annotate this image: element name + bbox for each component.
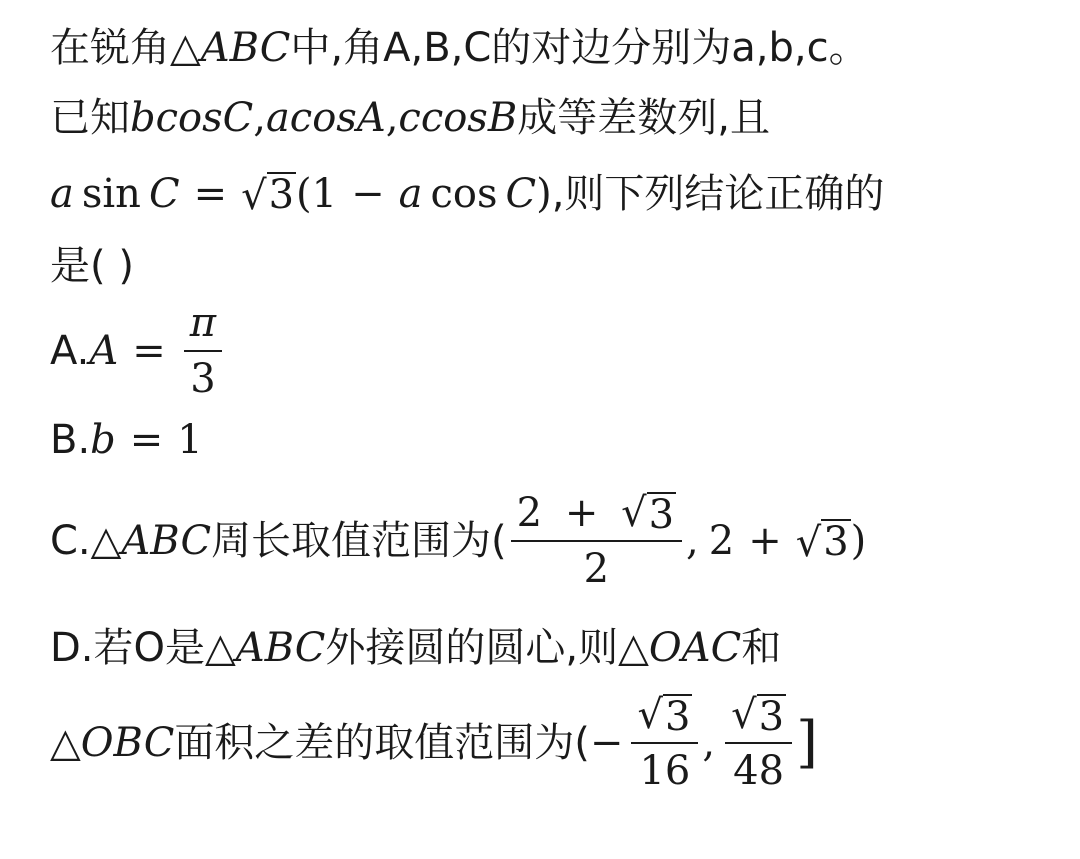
minus-sign: −	[589, 720, 624, 766]
radicand: 3	[664, 694, 691, 740]
numerator: π	[189, 300, 217, 346]
term-bcosC: bcosC	[130, 95, 254, 141]
comma: ,	[385, 95, 399, 141]
numerator-two: 2	[516, 490, 543, 536]
fraction-pi-over-3	[184, 300, 222, 402]
option-text: 面积之差的取值范围为(	[174, 720, 590, 766]
var-A: A	[89, 328, 119, 374]
triangle-symbol: △	[170, 25, 201, 71]
triangle-symbol: △	[90, 518, 122, 564]
radicand: 3	[648, 492, 675, 538]
comma: ,	[253, 95, 266, 141]
sqrt-three	[795, 519, 851, 566]
question-text: 已知	[50, 95, 130, 141]
denominator: 16	[639, 748, 691, 794]
plus-sign: +	[748, 518, 782, 564]
term-ccosB: ccosB	[398, 95, 518, 141]
sqrt-three	[621, 490, 676, 536]
bracket-close: ]	[796, 710, 818, 775]
triangle-abc: ABC	[235, 625, 326, 671]
radical-sign: √	[621, 490, 647, 536]
numerator	[511, 490, 682, 536]
sqrt-three	[725, 692, 792, 738]
var-a: a	[50, 171, 74, 217]
radicand: 3	[758, 694, 785, 740]
question-text: 中,角A,B,C的对边分别为a,b,c。	[290, 25, 869, 71]
paren-close: )	[850, 518, 867, 564]
option-c	[50, 490, 866, 592]
paren-close: )	[536, 171, 552, 217]
denominator: 3	[190, 356, 216, 402]
comma: ,	[702, 720, 716, 766]
var-C: C	[148, 171, 180, 217]
radical-sign: √	[731, 692, 757, 738]
radicand: 3	[823, 519, 849, 565]
sqrt-three	[241, 172, 296, 219]
sqrt-three	[631, 692, 698, 738]
radical-sign: √	[637, 692, 663, 738]
radical-sign: √	[241, 173, 267, 219]
option-text: 若O是	[93, 625, 205, 671]
fraction-bar	[631, 742, 698, 744]
term-acosA: acosA	[265, 95, 386, 141]
option-d-continued	[50, 692, 818, 794]
option-text: 周长取值范围为(	[211, 518, 507, 564]
option-label: D.	[50, 625, 94, 671]
denominator: 48	[733, 748, 785, 794]
question-line-1	[50, 25, 869, 71]
cos-function: cos	[430, 171, 498, 217]
triangle-oac: OAC	[648, 625, 742, 671]
triangle-obc: OBC	[80, 720, 175, 766]
var-b: b	[90, 417, 116, 463]
equals-sign: =	[132, 328, 166, 374]
plus-sign: +	[564, 490, 599, 536]
triangle-abc: ABC	[121, 518, 212, 564]
triangle-abc: ABC	[200, 25, 291, 71]
fraction-lower-bound	[511, 490, 682, 592]
paren-open-one: (1	[296, 171, 338, 217]
option-b	[50, 417, 203, 463]
comma: ,	[686, 518, 699, 564]
var-C: C	[505, 171, 537, 217]
radical-sign: √	[795, 520, 822, 566]
equals-sign: =	[129, 417, 164, 463]
question-line-4	[50, 243, 134, 289]
fraction-upper-bound	[725, 692, 792, 794]
option-label: A.	[50, 328, 90, 374]
question-text: 在锐角	[50, 25, 170, 71]
option-text: 外接圆的圆心,则	[325, 625, 619, 671]
fraction-bar	[725, 742, 792, 744]
fraction-lower-bound	[631, 692, 698, 794]
question-text: 成等差数列,且	[517, 95, 770, 141]
question-text: 是( )	[50, 243, 134, 289]
fraction-bar	[511, 540, 682, 542]
question-line-3	[50, 171, 885, 219]
option-label: C.	[50, 518, 91, 564]
radicand: 3	[268, 172, 295, 218]
option-text: 和	[741, 625, 782, 671]
option-d	[50, 625, 782, 671]
triangle-symbol: △	[205, 625, 236, 671]
sin-function: sin	[81, 171, 141, 217]
question-text: ,则下列结论正确的	[551, 171, 885, 217]
denominator: 2	[583, 546, 610, 592]
value: 1	[177, 417, 203, 463]
equals-sign: =	[193, 171, 228, 217]
triangle-symbol: △	[618, 625, 649, 671]
question-line-2	[50, 95, 770, 141]
minus-sign: −	[351, 171, 385, 217]
option-a	[50, 300, 226, 402]
upper-bound-two: 2	[708, 518, 735, 564]
option-label: B.	[50, 417, 91, 463]
var-a: a	[398, 171, 423, 217]
fraction-bar	[184, 350, 222, 352]
triangle-symbol: △	[50, 720, 81, 766]
